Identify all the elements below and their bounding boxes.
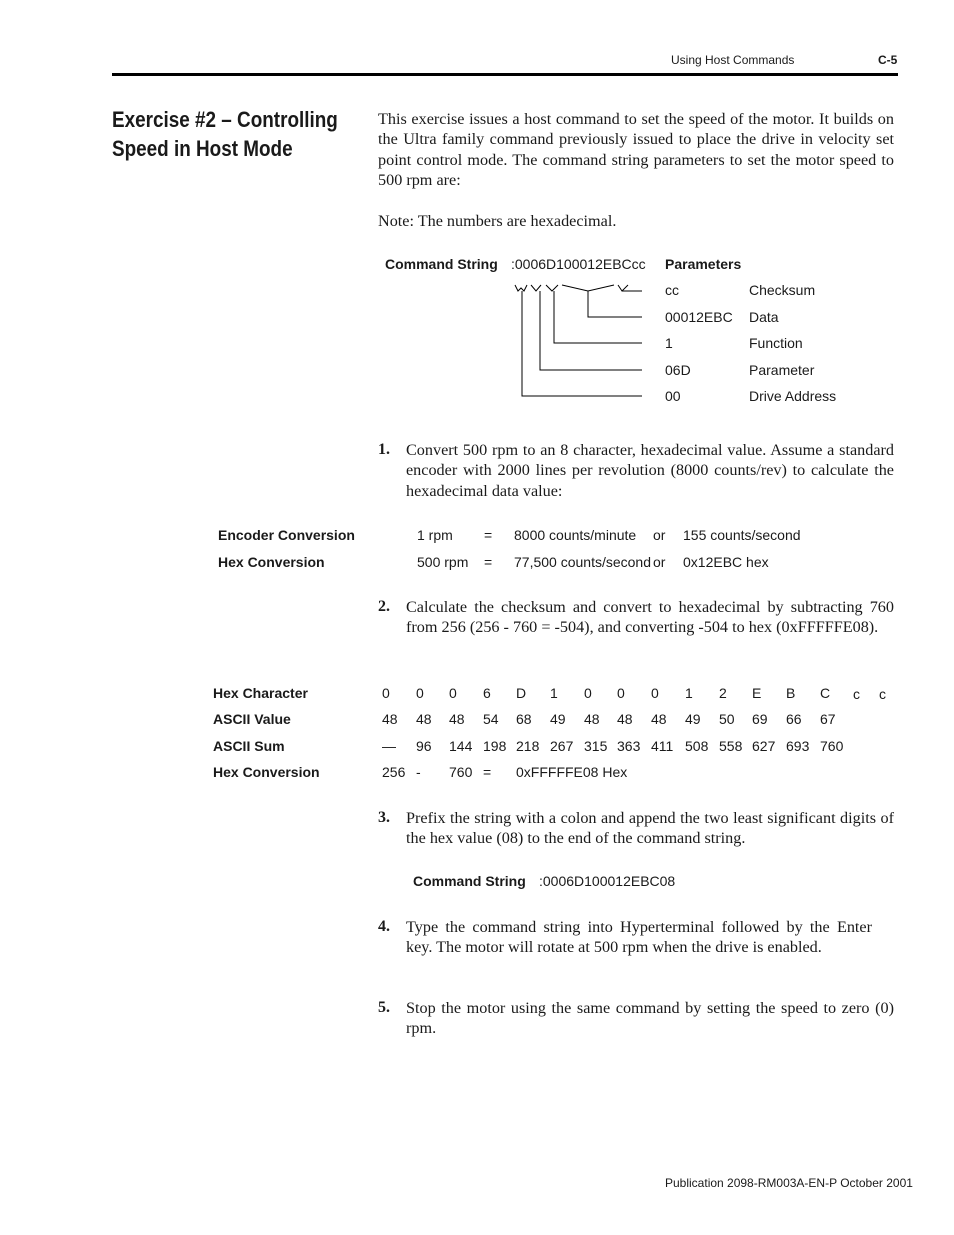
conversion-cell: 155 counts/second <box>683 527 801 543</box>
param-code: 00 <box>665 388 681 404</box>
ascii-value-cell: 69 <box>752 711 768 727</box>
param-code: 00012EBC <box>665 309 733 325</box>
ascii-value-cell: 48 <box>416 711 432 727</box>
hex-character-cell: 0 <box>651 685 659 701</box>
page-number: C-5 <box>878 53 898 67</box>
conversion-cell: 500 rpm <box>417 554 469 570</box>
brace-function <box>546 285 558 291</box>
brace-checksum <box>618 285 628 291</box>
ascii-sum-cell: 693 <box>786 738 810 754</box>
hex-character-cell: 0 <box>617 685 625 701</box>
ascii-sum-cell: 558 <box>719 738 743 754</box>
final-command-value: :0006D100012EBC08 <box>539 873 676 889</box>
step-number: 3. <box>378 809 390 826</box>
ascii-sum-cell: 218 <box>516 738 540 754</box>
ascii-value-cell: 48 <box>651 711 667 727</box>
hex-character-cell: 1 <box>685 685 693 701</box>
section-title <box>112 106 338 163</box>
step-number: 4. <box>378 918 390 935</box>
ascii-value-cell: 48 <box>382 711 398 727</box>
ascii-sum-cell: — <box>382 738 396 754</box>
ascii-sum-cell: 363 <box>617 738 641 754</box>
step-text: Prefix the string with a colon and append the two least significant digits of the hex value (08) to the end of the command string. <box>406 809 894 848</box>
param-name: Data <box>749 309 779 325</box>
hex-conversion-cell: 0xFFFFFE08 Hex <box>516 764 628 780</box>
hex-character-cell: D <box>516 685 527 701</box>
section-title-line-1: Exercise #2 – Controlling <box>112 107 338 132</box>
conversion-cell: 1 rpm <box>417 527 453 543</box>
conversion-cell: or <box>653 527 666 543</box>
ascii-sum-label: ASCII Sum <box>213 738 285 754</box>
ascii-sum-cell: 760 <box>820 738 844 754</box>
param-code: 1 <box>665 335 673 351</box>
parameter-bracket-diagram <box>510 282 650 402</box>
step-text: Calculate the checksum and convert to hexadecimal by subtracting 760 from 256 (256 - 760 = -504), and converting -504 to hex (0xFFFFFE08). <box>406 598 894 637</box>
ascii-sum-cell: 508 <box>685 738 709 754</box>
leader-data <box>588 291 642 317</box>
ascii-value-cell: 48 <box>449 711 465 727</box>
hex-character-cell: 1 <box>550 685 558 701</box>
hex-character-cell: B <box>786 685 796 701</box>
hex-character-cell: c <box>879 686 886 702</box>
hex-conversion-label: Hex Conversion <box>213 764 320 780</box>
command-string-value: :0006D100012EBCcc <box>511 256 646 272</box>
ascii-value-label: ASCII Value <box>213 711 291 727</box>
conversion-cell: or <box>653 554 666 570</box>
ascii-value-cell: 66 <box>786 711 802 727</box>
header-rule <box>112 73 898 76</box>
hex-character-cell: C <box>820 685 831 701</box>
step-text: Type the command string into Hyperterminal followed by the Enter key. The motor will rotate at 500 rpm when the drive is enabled. <box>406 918 872 957</box>
step-number: 1. <box>378 441 390 458</box>
hex-conversion-cell: = <box>483 764 492 780</box>
intro-paragraph: This exercise issues a host command to set the speed of the motor. It builds on the Ultra family command previously issued to place the drive in velocity set point control mode. The command string parameters to set the motor speed to 500 rpm are: <box>378 110 894 189</box>
hex-conversion-cell: 760 <box>449 764 473 780</box>
hex-character-cell: 2 <box>719 685 727 701</box>
hex-character-cell: 6 <box>483 685 491 701</box>
param-name: Drive Address <box>749 388 837 404</box>
ascii-sum-cell: 198 <box>483 738 507 754</box>
ascii-sum-cell: 144 <box>449 738 473 754</box>
hex-character-cell: E <box>752 685 762 701</box>
hex-conversion-cell: 256 <box>382 764 406 780</box>
hex-character-cell: c <box>853 686 860 702</box>
conversion-cell: = <box>484 527 493 543</box>
param-name: Checksum <box>749 282 816 298</box>
conversion-cell: 0x12EBC hex <box>683 554 769 570</box>
ascii-sum-cell: 627 <box>752 738 776 754</box>
step-number: 5. <box>378 999 390 1016</box>
param-name: Function <box>749 335 803 351</box>
param-code: 06D <box>665 362 691 378</box>
intro-note: Note: The numbers are hexadecimal. <box>378 212 617 230</box>
ascii-value-cell: 49 <box>550 711 566 727</box>
conversion-cell: 8000 counts/minute <box>514 527 637 543</box>
ascii-value-cell: 48 <box>617 711 633 727</box>
hex-character-cell: 0 <box>449 685 457 701</box>
ascii-sum-cell: 411 <box>651 738 674 754</box>
conversion-cell: 77,500 counts/second <box>514 554 651 570</box>
brace-address <box>515 285 527 291</box>
ascii-value-cell: 54 <box>483 711 499 727</box>
final-command-label: Command String <box>413 873 526 889</box>
leader-parameter <box>540 291 642 370</box>
hex-character-cell: 0 <box>584 685 592 701</box>
parameters-header: Parameters <box>665 256 742 272</box>
step-text: Convert 500 rpm to an 8 character, hexadecimal value. Assume a standard encoder with 2000 lines per revolution (8000 counts/rev) to calculate the hexadecimal data value: <box>406 441 894 500</box>
hex-character-cell: 0 <box>416 685 424 701</box>
ascii-value-cell: 48 <box>584 711 600 727</box>
step-text: Stop the motor using the same command by setting the speed to zero (0) rpm. <box>406 999 894 1038</box>
param-name: Parameter <box>749 362 815 378</box>
ascii-value-cell: 50 <box>719 711 735 727</box>
running-header: Using Host Commands <box>671 53 795 67</box>
brace-data <box>562 285 614 291</box>
conversion-label: Encoder Conversion <box>218 527 355 543</box>
ascii-value-cell: 67 <box>820 711 836 727</box>
hex-conversion-cell: - <box>416 764 421 780</box>
conversion-cell: = <box>484 554 493 570</box>
step-number: 2. <box>378 598 390 615</box>
ascii-sum-cell: 96 <box>416 738 432 754</box>
ascii-value-cell: 49 <box>685 711 701 727</box>
conversion-label: Hex Conversion <box>218 554 325 570</box>
section-title-line-2: Speed in Host Mode <box>112 135 293 161</box>
command-string-label: Command String <box>385 256 498 272</box>
hex-character-label: Hex Character <box>213 685 308 701</box>
hex-character-cell: 0 <box>382 685 390 701</box>
publication-footer: Publication 2098-RM003A-EN-P October 2001 <box>665 1176 913 1190</box>
param-code: cc <box>665 282 679 298</box>
ascii-sum-cell: 267 <box>550 738 574 754</box>
ascii-sum-cell: 315 <box>584 738 608 754</box>
brace-parameter <box>531 285 541 291</box>
ascii-value-cell: 68 <box>516 711 532 727</box>
